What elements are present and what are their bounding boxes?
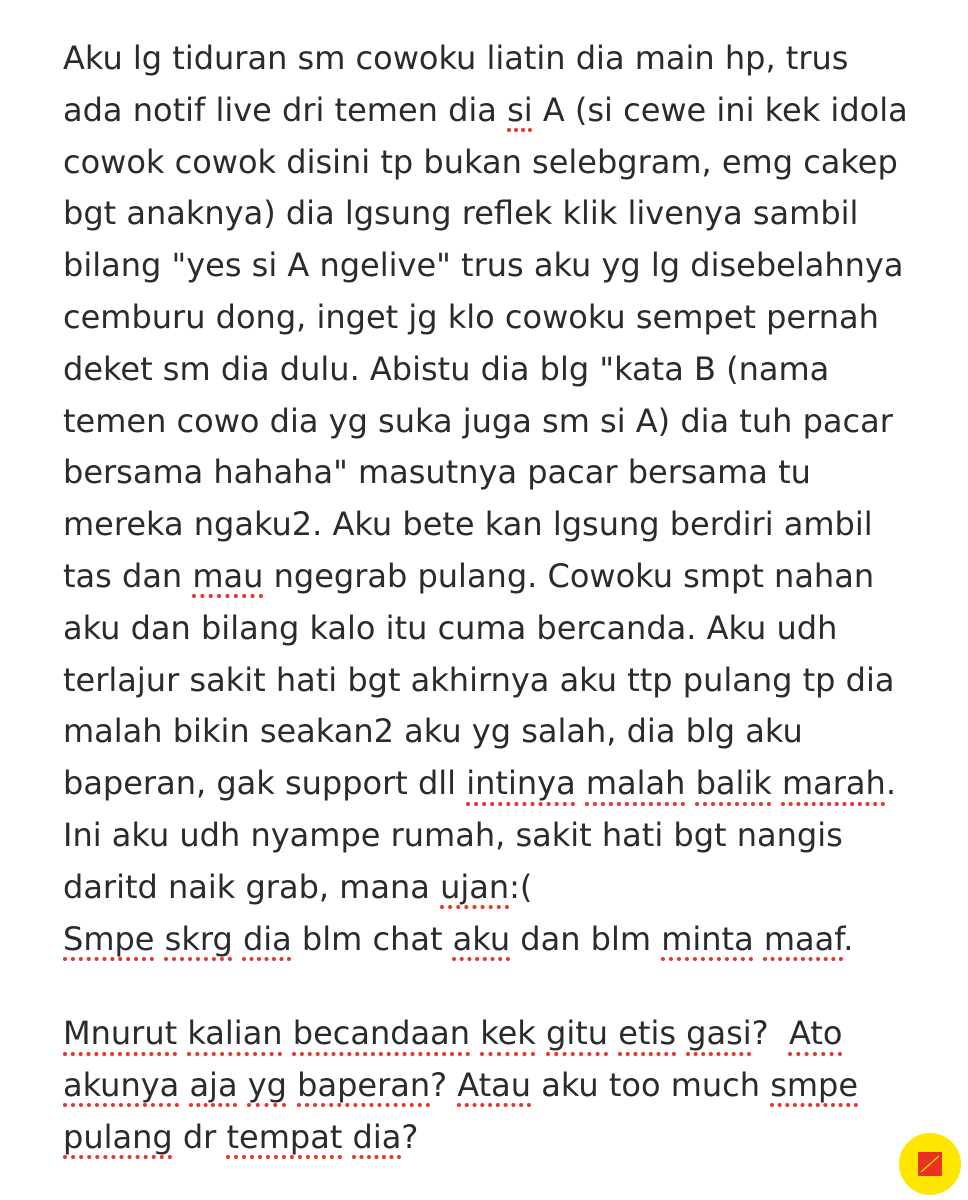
misspelled-word: dia [352,1117,402,1156]
text-segment: ada notif live dri temen dia [63,90,508,129]
misspelled-word: akunya [63,1065,180,1104]
text-segment [179,1066,189,1104]
text-line [63,914,943,966]
misspelled-word: kek [480,1014,536,1052]
misspelled-word: etis [618,1014,676,1052]
text-line [63,655,943,707]
text-line [63,603,943,655]
misspelled-word: malah [585,764,686,803]
misspelled-word: minta [661,919,754,958]
text-segment [470,1014,480,1052]
misspelled-word: aja [189,1065,238,1104]
misspelled-word: maaf [763,919,844,958]
text-segment: ngegrab pulang. Cowoku smpt nahan [263,556,875,595]
text-segment: aku too much [531,1065,771,1104]
note-paragraph-2[interactable] [63,1008,943,1163]
app-badge [899,1133,961,1195]
misspelled-word: baperan [297,1065,431,1104]
misspelled-word: Mnurut [63,1014,178,1052]
text-segment [676,1014,686,1052]
text-segment: aku dan bilang kalo itu cuma bercanda. Aku udh [63,608,838,647]
text-segment: Aku lg tiduran sm cowoku liatin dia main hp, trus [63,39,849,77]
text-segment: blm chat [291,919,453,958]
misspelled-word: smpe [770,1065,859,1104]
text-segment: ? [430,1065,458,1104]
text-segment: Ini aku udh nyampe rumah, sakit hati bgt nangis [63,815,843,854]
text-segment: bgt anaknya) dia lgsung reflek klik livenya sambil [63,194,859,233]
text-line [63,1060,943,1112]
text-segment [536,1014,546,1052]
text-line [63,137,943,189]
text-segment: bersama hahaha" masutnya pacar bersama tu [63,453,811,492]
text-segment: terlajur sakit hati bgt akhirnya aku ttp pulang tp dia [63,660,895,699]
text-segment: ? [401,1117,419,1156]
text-segment: cemburu dong, inget jg klo cowoku sempet pernah [63,297,879,336]
misspelled-word: ujan [440,867,510,906]
text-segment: malah bikin seakan2 aku yg salah, dia blg aku [63,712,803,751]
misspelled-word: balik [695,764,772,803]
text-segment [177,1014,187,1052]
text-segment [608,1014,618,1052]
text-segment: A (si cewe ini kek idola [532,90,908,129]
text-segment: deket sm dia dulu. Abistu dia blg "kata B (nama [63,349,830,388]
text-segment: ? [751,1014,789,1052]
text-segment: dan blm [510,919,662,958]
text-segment [154,920,164,958]
text-segment: dr [172,1117,227,1156]
text-segment: baperan, gak support dll [63,764,467,803]
text-line [63,188,943,240]
text-line [63,33,943,85]
text-segment [754,920,764,958]
misspelled-word: kalian [187,1014,283,1052]
misspelled-word: dia [242,919,292,958]
text-line [63,499,943,551]
text-segment [576,764,586,802]
text-segment: bilang "yes si A ngelive" trus aku yg lg disebelahnya [63,246,904,285]
misspelled-word: mau [192,556,264,595]
misspelled-word: skrg [164,919,233,958]
text-segment: cowok cowok disini tp bukan selebgram, emg cakep [63,142,898,181]
misspelled-word: gitu [546,1014,609,1052]
misspelled-word: Smpe [63,919,155,958]
text-line [63,447,943,499]
text-line [63,706,943,758]
text-line [63,292,943,344]
app-logo-icon [918,1152,942,1176]
text-segment: . [885,764,896,803]
app-logo-mark [918,1152,942,1176]
text-line [63,1008,943,1060]
misspelled-word: tempat [226,1117,343,1156]
text-segment: temen cowo dia yg suka juga sm si A) dia tuh pacar [63,401,893,440]
misspelled-word: Atau [457,1065,532,1104]
text-segment: . [843,919,854,958]
text-segment [772,764,782,802]
text-line [63,810,943,862]
text-segment [238,1066,248,1104]
misspelled-word: si [507,90,533,129]
misspelled-word: aku [452,919,511,958]
misspelled-word: Ato [788,1014,843,1052]
text-line [63,344,943,396]
misspelled-word: gasi [686,1014,752,1052]
misspelled-word: marah [781,764,886,803]
text-segment [342,1118,352,1156]
misspelled-word: intinya [466,764,576,803]
misspelled-word: yg [247,1065,287,1104]
misspelled-word: pulang [63,1117,173,1156]
text-segment [283,1014,293,1052]
text-segment: daritd naik grab, mana [63,867,441,906]
text-line [63,396,943,448]
text-segment: mereka ngaku2. Aku bete kan lgsung berdiri ambil [63,505,873,544]
text-line [63,85,943,137]
misspelled-word: becandaan [292,1014,471,1052]
text-segment [233,920,243,958]
text-line [63,758,943,810]
text-segment: tas dan [63,556,193,595]
text-segment [685,764,695,802]
text-segment: :( [509,867,533,906]
text-line [63,240,943,292]
text-line [63,862,943,914]
text-segment [287,1066,297,1104]
text-line [63,551,943,603]
note-paragraph-1[interactable] [63,33,943,965]
text-line [63,1112,943,1164]
